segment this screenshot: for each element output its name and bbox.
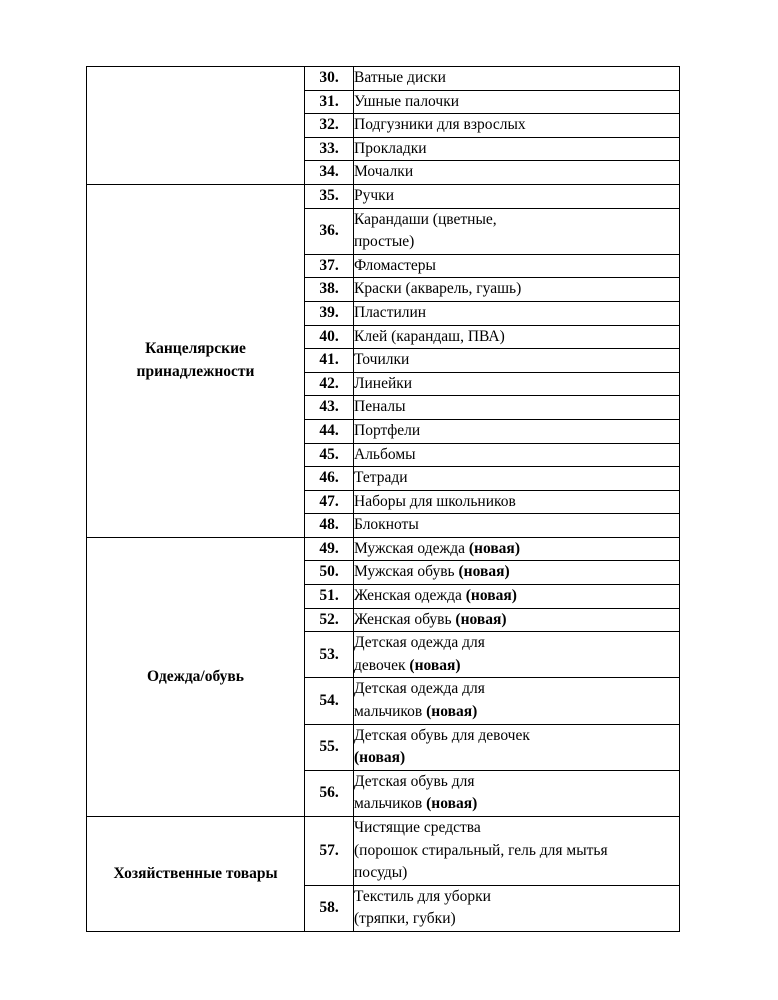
item-name-line: [354, 655, 679, 678]
item-text: Карандаши (цветные,: [354, 210, 497, 228]
item-text: Ушные палочки: [354, 92, 460, 110]
item-name: [354, 724, 680, 770]
item-name-line: [354, 114, 679, 137]
item-name-line: [354, 161, 679, 184]
item-name-line: [354, 609, 679, 632]
item-text: Тетради: [354, 469, 408, 487]
item-number: 52.: [305, 608, 354, 632]
item-name-line: [354, 91, 679, 114]
item-number: 50.: [305, 561, 354, 585]
item-number: 38.: [305, 278, 354, 302]
item-text: Детская одежда для: [354, 634, 485, 652]
item-name-line: [354, 678, 679, 701]
item-text: простые): [354, 233, 415, 251]
item-name-line: [354, 278, 679, 301]
item-name-line: [354, 326, 679, 349]
item-number: 40.: [305, 325, 354, 349]
item-number: 54.: [305, 678, 354, 724]
item-name: [354, 632, 680, 678]
item-text: Детская обувь для: [354, 772, 475, 790]
item-text: Блокноты: [354, 516, 419, 534]
item-text: мальчиков: [354, 795, 427, 813]
items-table-body: [87, 67, 680, 932]
item-text: (порошок стиральный, гель для мытья: [354, 841, 608, 859]
item-name-line: [354, 701, 679, 724]
item-name: [354, 490, 680, 514]
item-text: Точилки: [354, 351, 410, 369]
item-name: [354, 561, 680, 585]
category-label: [147, 666, 244, 689]
item-name: [354, 514, 680, 538]
item-number: 32.: [305, 114, 354, 138]
item-number: 36.: [305, 208, 354, 254]
table-row: [87, 184, 680, 208]
item-number: 43.: [305, 396, 354, 420]
item-name: [354, 325, 680, 349]
item-number: 46.: [305, 467, 354, 491]
item-number: 53.: [305, 632, 354, 678]
item-name: [354, 537, 680, 561]
item-name-line: [354, 67, 679, 90]
category-cell: [87, 184, 305, 537]
item-text: Мочалки: [354, 163, 414, 181]
item-text: Фломастеры: [354, 256, 436, 274]
item-name: [354, 90, 680, 114]
item-number: 47.: [305, 490, 354, 514]
item-name: [354, 443, 680, 467]
item-name-line: [354, 538, 679, 561]
item-name: [354, 419, 680, 443]
item-name-line: [354, 373, 679, 396]
item-text: Подгузники для взрослых: [354, 116, 526, 134]
item-text: Клей (карандаш, ПВА): [354, 327, 505, 345]
item-number: 44.: [305, 419, 354, 443]
item-text: Мужская одежда: [354, 539, 469, 557]
item-number: 48.: [305, 514, 354, 538]
item-name: [354, 208, 680, 254]
category-label-line: Одежда/обувь: [147, 667, 244, 685]
item-text: Прокладки: [354, 139, 427, 157]
item-name-line: [354, 444, 679, 467]
item-name: [354, 585, 680, 609]
item-text: Портфели: [354, 421, 421, 439]
item-text: Пластилин: [354, 303, 427, 321]
item-number: 34.: [305, 161, 354, 185]
item-number: 45.: [305, 443, 354, 467]
item-name-line: [354, 793, 679, 816]
item-number: 35.: [305, 184, 354, 208]
item-text: Ручки: [354, 186, 394, 204]
item-text: Чистящие средства: [354, 819, 481, 836]
item-name-line: [354, 491, 679, 514]
item-name: [354, 885, 680, 931]
item-condition-note: (новая): [426, 703, 478, 721]
item-name-line: [354, 255, 679, 278]
item-name: [354, 678, 680, 724]
item-name-line: [354, 396, 679, 419]
item-name: [354, 137, 680, 161]
item-number: 51.: [305, 585, 354, 609]
item-number: 31.: [305, 90, 354, 114]
item-condition-note: (новая): [354, 749, 406, 767]
item-text: (тряпки, губки): [354, 910, 456, 928]
item-condition-note: (новая): [468, 539, 520, 557]
item-name-line: [354, 632, 679, 655]
category-label: [87, 338, 304, 383]
item-name: [354, 278, 680, 302]
item-name-line: [354, 561, 679, 584]
item-name-line: [354, 467, 679, 490]
category-label-line: Канцелярские: [145, 340, 246, 358]
item-name-line: [354, 420, 679, 443]
item-number: 37.: [305, 254, 354, 278]
item-text: посуды): [354, 864, 408, 882]
items-table: [86, 66, 680, 932]
item-name: [354, 161, 680, 185]
item-name-line: [354, 231, 679, 254]
item-text: Краски (акварель, гуашь): [354, 280, 522, 298]
item-number: 55.: [305, 724, 354, 770]
item-name: [354, 817, 680, 886]
table-row: [87, 67, 680, 91]
item-name: [354, 467, 680, 491]
item-name: [354, 372, 680, 396]
item-name-line: [354, 725, 679, 748]
item-number: 58.: [305, 885, 354, 931]
item-number: 30.: [305, 67, 354, 91]
category-cell: [87, 537, 305, 816]
item-number: 42.: [305, 372, 354, 396]
item-number: 39.: [305, 301, 354, 325]
item-number: 57.: [305, 817, 354, 886]
item-number: 56.: [305, 770, 354, 816]
item-name: [354, 254, 680, 278]
item-number: 41.: [305, 349, 354, 373]
item-name: [354, 608, 680, 632]
item-text: Линейки: [354, 374, 413, 392]
item-name-line: [354, 585, 679, 608]
item-condition-note: (новая): [465, 587, 517, 605]
item-number: 49.: [305, 537, 354, 561]
item-name-line: [354, 185, 679, 208]
item-text: Детская одежда для: [354, 680, 485, 698]
item-name-line: [354, 747, 679, 770]
category-cell: [87, 817, 305, 932]
table-row: [87, 537, 680, 561]
item-text: Текстиль для уборки: [354, 887, 491, 905]
item-name-line: [354, 771, 679, 794]
item-condition-note: (новая): [409, 656, 461, 674]
item-name: [354, 301, 680, 325]
item-condition-note: (новая): [455, 610, 507, 628]
category-label-line: Хозяйственные товары: [113, 864, 278, 882]
item-text: Альбомы: [354, 445, 416, 463]
item-name: [354, 349, 680, 373]
item-name: [354, 67, 680, 91]
item-text: Женская одежда: [354, 587, 466, 605]
item-name-line: [354, 209, 679, 232]
item-name-line: [354, 514, 679, 537]
item-name-line: [354, 817, 679, 840]
item-name: [354, 396, 680, 420]
item-text: Наборы для школьников: [354, 492, 516, 510]
item-text: мальчиков: [354, 703, 427, 721]
item-name-line: [354, 840, 679, 863]
category-label-line: принадлежности: [136, 362, 255, 380]
item-name-line: [354, 302, 679, 325]
item-text: Женская обувь: [354, 610, 456, 628]
item-condition-note: (новая): [426, 795, 478, 813]
item-name: [354, 114, 680, 138]
item-text: Мужская обувь: [354, 563, 459, 581]
item-name: [354, 770, 680, 816]
item-name-line: [354, 138, 679, 161]
item-name-line: [354, 908, 679, 931]
table-row: [87, 817, 680, 886]
item-condition-note: (новая): [458, 563, 510, 581]
item-number: 33.: [305, 137, 354, 161]
category-cell: [87, 67, 305, 185]
item-name-line: [354, 886, 679, 909]
item-text: Ватные диски: [354, 69, 446, 86]
item-name: [354, 184, 680, 208]
item-text: Детская обувь для девочек: [354, 726, 530, 744]
category-label: [113, 863, 277, 886]
item-name-line: [354, 349, 679, 372]
item-name-line: [354, 862, 679, 885]
item-text: Пеналы: [354, 398, 406, 416]
item-text: девочек: [354, 656, 410, 674]
